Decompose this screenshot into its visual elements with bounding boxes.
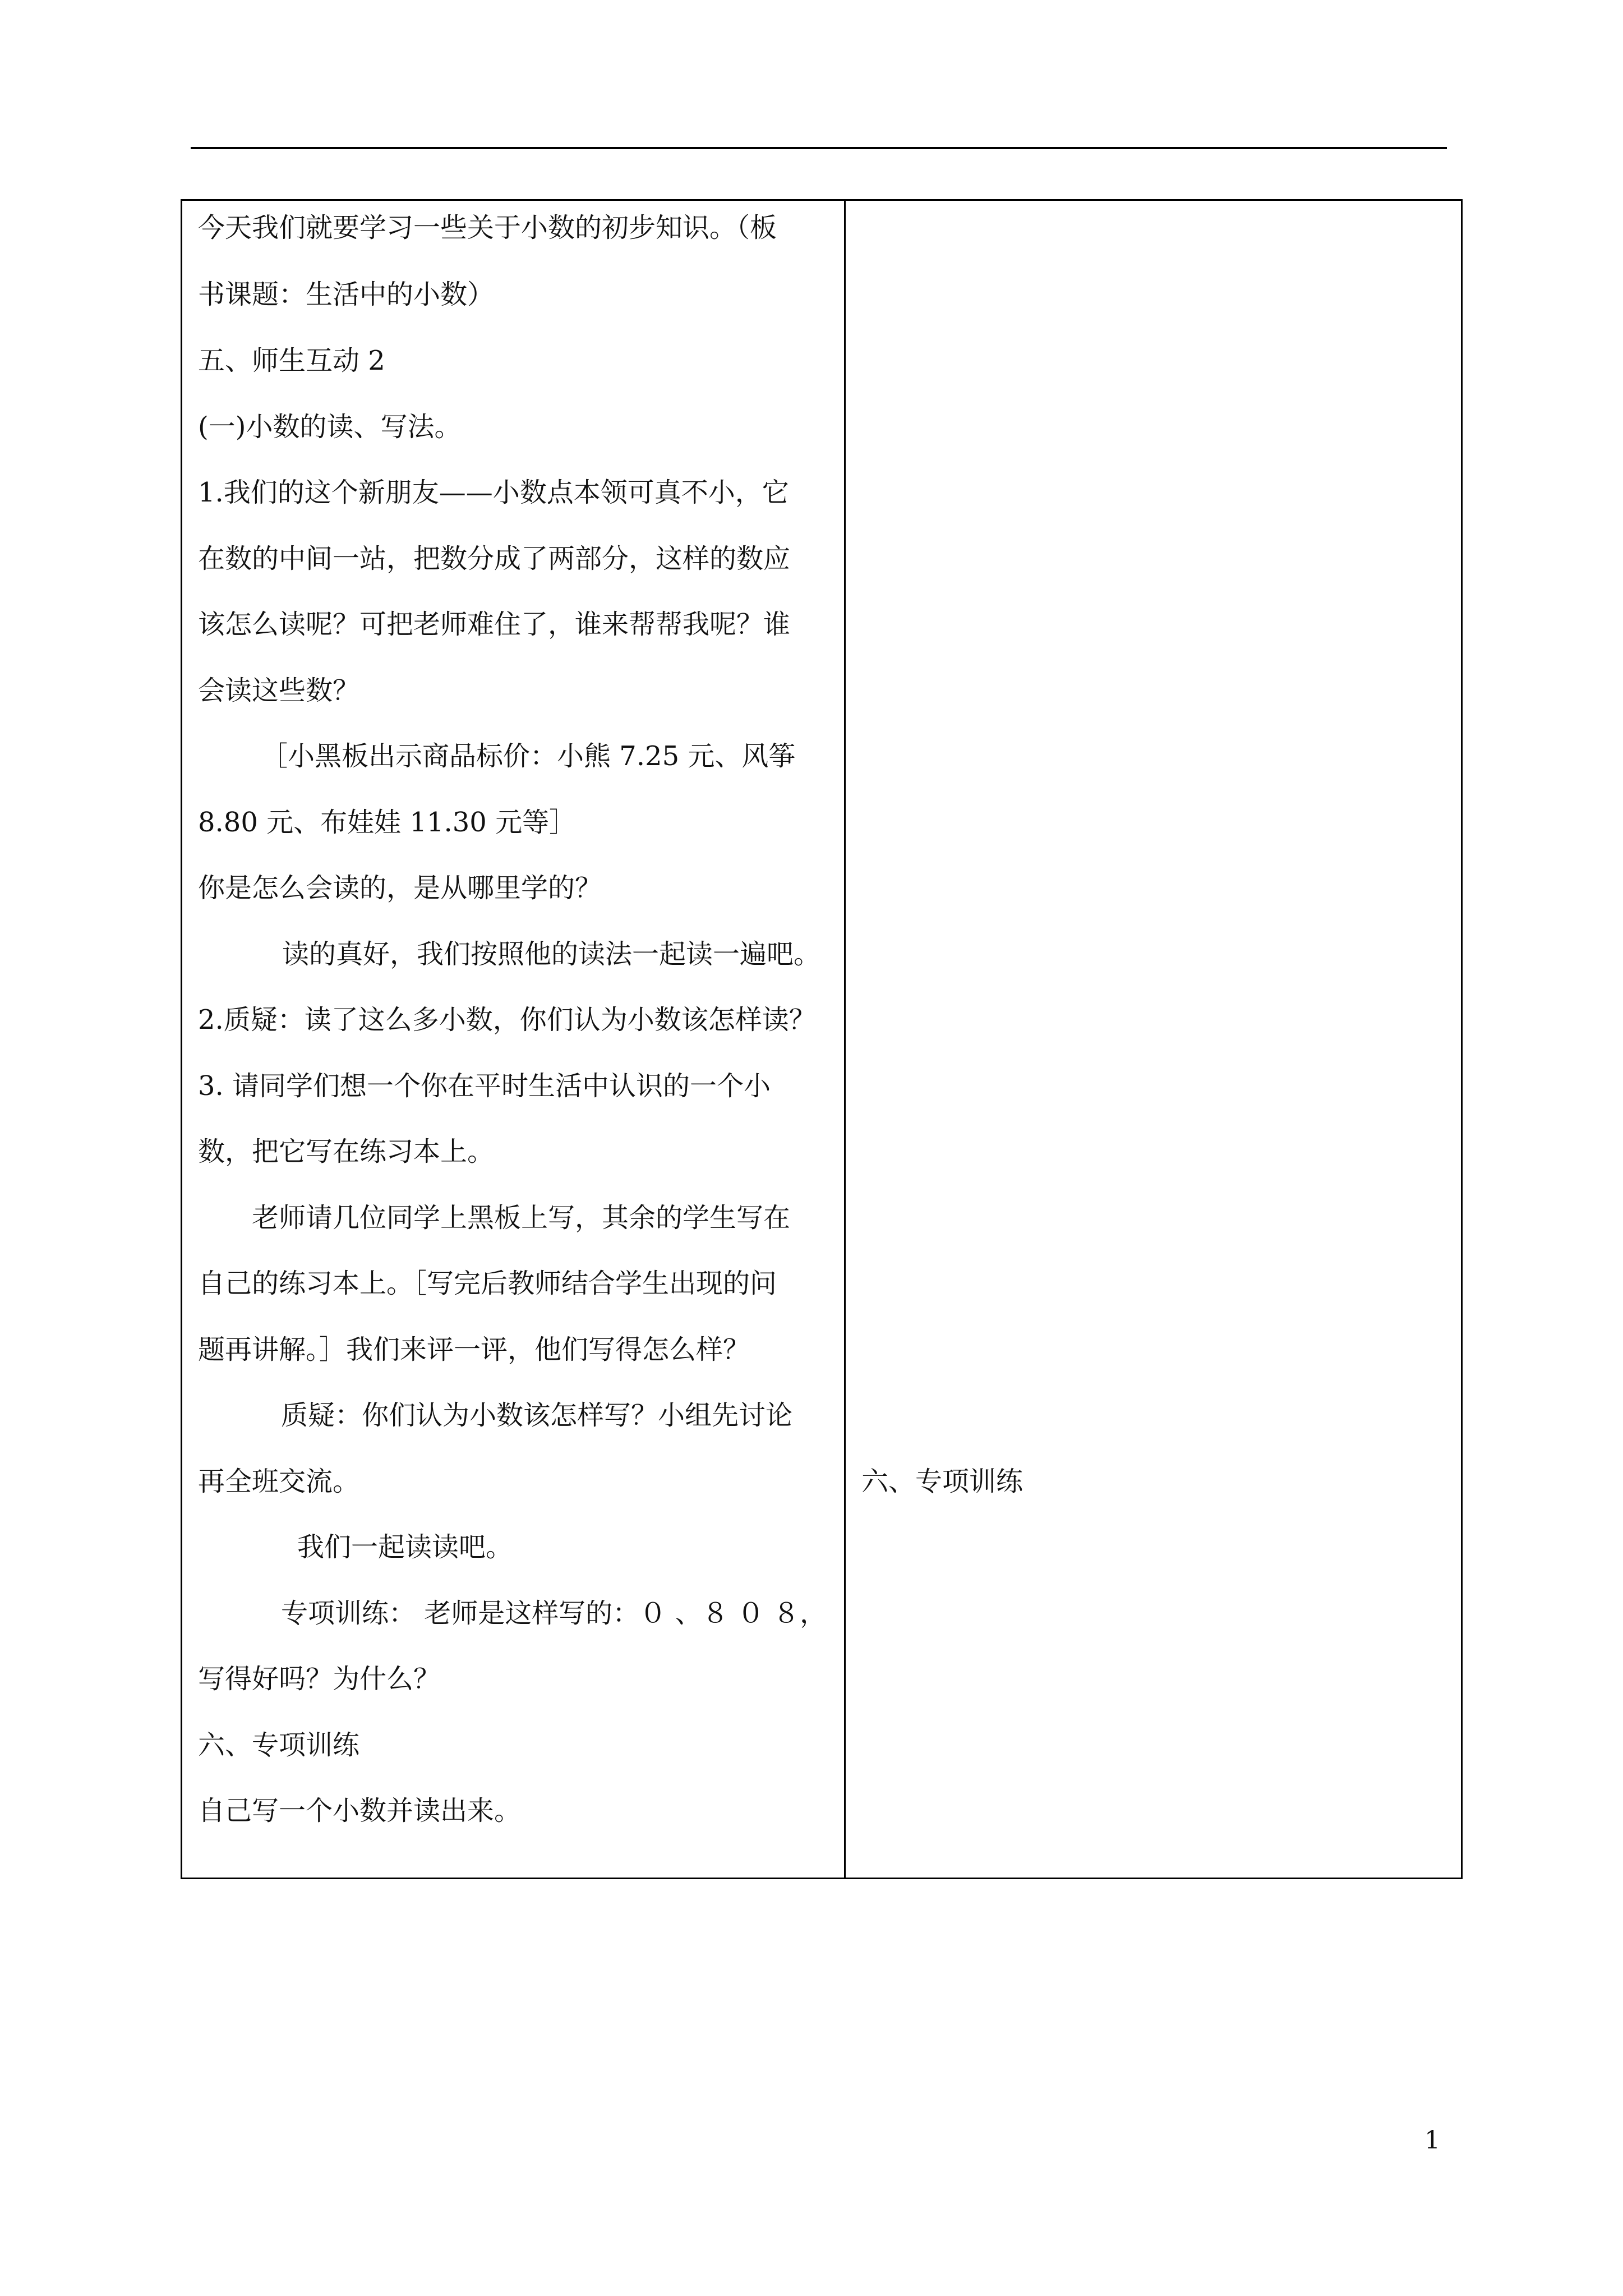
- text-line: 专项训练： 老师是这样写的：０ 、８ ０ ８，: [281, 1598, 827, 1629]
- subsection-heading: (一)小数的读、写法。: [198, 411, 462, 443]
- text-line: 题再讲解。］我们来评一评，他们写得怎么样？: [198, 1334, 750, 1365]
- text-line: 在数的中间一站，把数分成了两部分，这样的数应: [198, 543, 791, 574]
- text-line: ［小黑板出示商品标价：小熊 7.25 元、风筝: [261, 740, 796, 772]
- section-heading: 五、师生互动 2: [198, 345, 385, 376]
- text-line: 3. 请同学们想一个你在平时生活中认识的一个小: [198, 1070, 771, 1102]
- text-line: 老师请几位同学上黑板上写，其余的学生写在: [252, 1202, 791, 1234]
- text-line: 会读这些数？: [198, 675, 360, 706]
- text-line: 自己写一个小数并读出来。: [198, 1795, 522, 1826]
- text-line: 该怎么读呢？可把老师难住了，谁来帮帮我呢？谁: [198, 609, 791, 640]
- text-line: 今天我们就要学习一些关于小数的初步知识。（板: [198, 212, 777, 243]
- text-line: 写得好吗？为什么？: [198, 1663, 441, 1695]
- text-line: 书课题：生活中的小数）: [198, 279, 495, 310]
- text-line: 自己的练习本上。［写完后教师结合学生出现的问: [198, 1268, 777, 1299]
- text-line: 读的真好，我们按照他的读法一起读一遍吧。: [282, 938, 821, 970]
- lesson-table: [181, 199, 1463, 1879]
- section-heading: 六、专项训练: [198, 1729, 360, 1761]
- text-line: 再全班交流。: [198, 1466, 360, 1497]
- section-heading: 六、专项训练: [861, 1466, 1023, 1497]
- page-number: 1: [1424, 2126, 1440, 2155]
- header-rule: [191, 147, 1447, 149]
- notes-column: [846, 201, 1461, 1878]
- text-line: 8.80 元、布娃娃 11.30 元等］: [198, 807, 577, 838]
- text-line: 我们一起读读吧。: [297, 1531, 513, 1563]
- lesson-content-column: [182, 201, 844, 1878]
- text-line: 数，把它写在练习本上。: [198, 1136, 495, 1167]
- text-line: 2.质疑：读了这么多小数，你们认为小数该怎样读？: [198, 1004, 816, 1036]
- text-line: 质疑：你们认为小数该怎样写？小组先讨论: [281, 1400, 793, 1431]
- text-line: 1.我们的这个新朋友——小数点本领可真不小，它: [198, 477, 789, 508]
- text-line: 你是怎么会读的，是从哪里学的？: [198, 872, 602, 904]
